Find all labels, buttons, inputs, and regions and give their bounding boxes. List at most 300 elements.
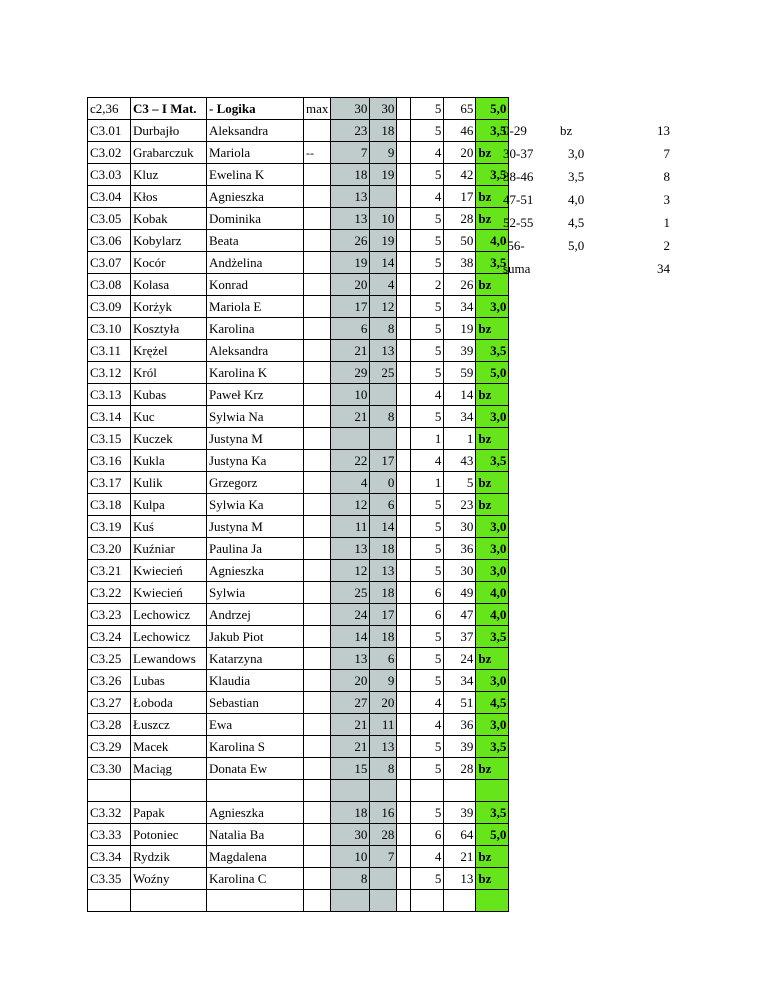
score-1-cell[interactable]: 18	[331, 164, 370, 186]
surname-cell[interactable]: Kuc	[131, 406, 207, 428]
total-cell[interactable]: 34	[444, 406, 476, 428]
student-code-cell[interactable]: C3.17	[88, 472, 131, 494]
gap-cell[interactable]	[397, 274, 411, 296]
first-name-cell[interactable]: Agnieszka	[207, 560, 304, 582]
first-name-cell[interactable]: Paulina Ja	[207, 538, 304, 560]
max-grade-cell[interactable]: 5,0	[476, 98, 509, 120]
surname-cell[interactable]: Durbajło	[131, 120, 207, 142]
grade-cell[interactable]: bz	[476, 274, 509, 296]
score-2-cell[interactable]: 18	[370, 582, 397, 604]
grade-cell[interactable]: bz	[476, 384, 509, 406]
title-subject-cell[interactable]: - Logika	[207, 98, 304, 120]
total-cell[interactable]: 21	[444, 846, 476, 868]
first-name-cell[interactable]	[207, 890, 304, 912]
score-2-cell[interactable]: 17	[370, 450, 397, 472]
score-1-cell[interactable]: 4	[331, 472, 370, 494]
summary-range-cell[interactable]: 0-29	[503, 122, 527, 138]
bonus-cell[interactable]: 1	[411, 428, 444, 450]
grade-cell[interactable]: 3,5	[476, 120, 509, 142]
student-code-cell[interactable]: C3.12	[88, 362, 131, 384]
bonus-cell[interactable]: 4	[411, 714, 444, 736]
note-cell[interactable]	[304, 186, 331, 208]
first-name-cell[interactable]: Ewelina K	[207, 164, 304, 186]
total-cell[interactable]: 46	[444, 120, 476, 142]
score-1-cell[interactable]	[331, 890, 370, 912]
gap-cell[interactable]	[397, 626, 411, 648]
surname-cell[interactable]: Kobak	[131, 208, 207, 230]
surname-cell[interactable]: Łuszcz	[131, 714, 207, 736]
score-1-cell[interactable]: 17	[331, 296, 370, 318]
surname-cell[interactable]: Macek	[131, 736, 207, 758]
student-code-cell[interactable]: C3.34	[88, 846, 131, 868]
note-cell[interactable]	[304, 296, 331, 318]
summary-count-cell[interactable]: 3	[663, 191, 670, 207]
gap-cell[interactable]	[397, 516, 411, 538]
student-code-cell[interactable]: C3.24	[88, 626, 131, 648]
score-2-cell[interactable]	[370, 428, 397, 450]
surname-cell[interactable]: Lewandows	[131, 648, 207, 670]
surname-cell[interactable]: Korżyk	[131, 296, 207, 318]
first-name-cell[interactable]: Donata Ew	[207, 758, 304, 780]
score-1-cell[interactable]: 29	[331, 362, 370, 384]
grade-cell[interactable]: bz	[476, 758, 509, 780]
first-name-cell[interactable]: Jakub Piot	[207, 626, 304, 648]
score-1-cell[interactable]: 15	[331, 758, 370, 780]
score-2-cell[interactable]	[370, 780, 397, 802]
surname-cell[interactable]: Lechowicz	[131, 604, 207, 626]
surname-cell[interactable]: Kocór	[131, 252, 207, 274]
score-2-cell[interactable]: 14	[370, 516, 397, 538]
student-code-cell[interactable]: C3.25	[88, 648, 131, 670]
title-group-cell[interactable]: C3 – I Mat.	[131, 98, 207, 120]
surname-cell[interactable]: Kolasa	[131, 274, 207, 296]
student-code-cell[interactable]: C3.13	[88, 384, 131, 406]
score-1-cell[interactable]	[331, 780, 370, 802]
note-cell[interactable]	[304, 516, 331, 538]
student-code-cell[interactable]: C3.03	[88, 164, 131, 186]
score-2-cell[interactable]	[370, 868, 397, 890]
score-2-cell[interactable]: 18	[370, 538, 397, 560]
student-code-cell[interactable]: C3.28	[88, 714, 131, 736]
gap-cell[interactable]	[397, 560, 411, 582]
student-code-cell[interactable]: C3.26	[88, 670, 131, 692]
score-2-cell[interactable]: 6	[370, 648, 397, 670]
gap-cell[interactable]	[397, 362, 411, 384]
note-cell[interactable]	[304, 230, 331, 252]
grade-cell[interactable]: 3,5	[476, 252, 509, 274]
gap-cell[interactable]	[397, 868, 411, 890]
gap-cell[interactable]	[397, 780, 411, 802]
note-cell[interactable]	[304, 714, 331, 736]
first-name-cell[interactable]: Agnieszka	[207, 802, 304, 824]
summary-count-cell[interactable]: 8	[663, 168, 670, 184]
total-cell[interactable]: 59	[444, 362, 476, 384]
gap-cell[interactable]	[397, 208, 411, 230]
gap-cell[interactable]	[397, 890, 411, 912]
score-2-cell[interactable]: 17	[370, 604, 397, 626]
first-name-cell[interactable]: Andrzej	[207, 604, 304, 626]
student-code-cell[interactable]	[88, 780, 131, 802]
bonus-cell[interactable]: 6	[411, 582, 444, 604]
bonus-cell[interactable]: 5	[411, 252, 444, 274]
grade-cell[interactable]: bz	[476, 428, 509, 450]
student-code-cell[interactable]: C3.04	[88, 186, 131, 208]
grade-cell[interactable]: 3,0	[476, 406, 509, 428]
score-2-cell[interactable]: 0	[370, 472, 397, 494]
grade-cell[interactable]: bz	[476, 318, 509, 340]
score-2-cell[interactable]: 8	[370, 758, 397, 780]
note-cell[interactable]	[304, 780, 331, 802]
note-cell[interactable]	[304, 252, 331, 274]
grade-cell[interactable]: bz	[476, 186, 509, 208]
note-cell[interactable]	[304, 406, 331, 428]
first-name-cell[interactable]: Justyna Ka	[207, 450, 304, 472]
summary-count-cell[interactable]: 34	[657, 260, 670, 276]
summary-grade-cell[interactable]: 3,5	[568, 168, 585, 184]
grade-cell[interactable]: 3,0	[476, 296, 509, 318]
bonus-cell[interactable]: 5	[411, 648, 444, 670]
score-1-cell[interactable]: 23	[331, 120, 370, 142]
student-code-cell[interactable]: C3.29	[88, 736, 131, 758]
student-code-cell[interactable]: C3.10	[88, 318, 131, 340]
bonus-cell[interactable]: 4	[411, 846, 444, 868]
max-label-cell[interactable]: max	[304, 98, 331, 120]
gap-cell[interactable]	[397, 582, 411, 604]
gap-cell[interactable]	[397, 670, 411, 692]
score-1-cell[interactable]: 14	[331, 626, 370, 648]
grade-cell[interactable]: bz	[476, 846, 509, 868]
surname-cell[interactable]: Kulik	[131, 472, 207, 494]
score-2-cell[interactable]: 9	[370, 670, 397, 692]
bonus-cell[interactable]: 5	[411, 208, 444, 230]
score-1-cell[interactable]: 10	[331, 846, 370, 868]
first-name-cell[interactable]: Aleksandra	[207, 120, 304, 142]
student-code-cell[interactable]: C3.27	[88, 692, 131, 714]
score-1-cell[interactable]: 21	[331, 736, 370, 758]
bonus-cell[interactable]: 5	[411, 406, 444, 428]
note-cell[interactable]	[304, 758, 331, 780]
bonus-cell[interactable]: 5	[411, 340, 444, 362]
summary-grade-cell[interactable]: 4,0	[568, 191, 585, 207]
bonus-cell[interactable]: 5	[411, 802, 444, 824]
bonus-cell[interactable]: 5	[411, 560, 444, 582]
score-1-cell[interactable]: 27	[331, 692, 370, 714]
total-cell[interactable]: 39	[444, 340, 476, 362]
note-cell[interactable]	[304, 340, 331, 362]
score-1-cell[interactable]: 19	[331, 252, 370, 274]
bonus-cell[interactable]: 5	[411, 296, 444, 318]
summary-range-cell[interactable]: 30-37	[503, 145, 534, 161]
score-1-cell[interactable]: 13	[331, 648, 370, 670]
score-1-cell[interactable]: 12	[331, 494, 370, 516]
score-1-cell[interactable]: 21	[331, 714, 370, 736]
student-code-cell[interactable]: C3.33	[88, 824, 131, 846]
gap-cell[interactable]	[397, 538, 411, 560]
total-cell[interactable]: 36	[444, 714, 476, 736]
score-1-cell[interactable]: 12	[331, 560, 370, 582]
grade-cell[interactable]: 4,5	[476, 692, 509, 714]
student-code-cell[interactable]: C3.05	[88, 208, 131, 230]
bonus-cell[interactable]: 5	[411, 538, 444, 560]
max-sum-cell[interactable]: 65	[444, 98, 476, 120]
score-2-cell[interactable]: 8	[370, 318, 397, 340]
first-name-cell[interactable]: Karolina	[207, 318, 304, 340]
surname-cell[interactable]	[131, 890, 207, 912]
grade-cell[interactable]: 3,5	[476, 802, 509, 824]
score-1-cell[interactable]: 22	[331, 450, 370, 472]
note-cell[interactable]	[304, 208, 331, 230]
bonus-cell[interactable]: 5	[411, 516, 444, 538]
score-2-cell[interactable]: 12	[370, 296, 397, 318]
grade-cell[interactable]: 3,5	[476, 626, 509, 648]
gap-cell[interactable]	[397, 758, 411, 780]
first-name-cell[interactable]: Mariola	[207, 142, 304, 164]
total-cell[interactable]: 19	[444, 318, 476, 340]
bonus-cell[interactable]: 4	[411, 142, 444, 164]
first-name-cell[interactable]: Dominika	[207, 208, 304, 230]
first-name-cell[interactable]: Sylwia Ka	[207, 494, 304, 516]
surname-cell[interactable]: Kłos	[131, 186, 207, 208]
gap-cell[interactable]	[397, 846, 411, 868]
student-code-cell[interactable]: C3.35	[88, 868, 131, 890]
gap-cell[interactable]	[397, 98, 411, 120]
gap-cell[interactable]	[397, 648, 411, 670]
grade-cell[interactable]: 4,0	[476, 604, 509, 626]
note-cell[interactable]	[304, 604, 331, 626]
score-2-cell[interactable]: 25	[370, 362, 397, 384]
note-cell[interactable]	[304, 428, 331, 450]
gap-cell[interactable]	[397, 604, 411, 626]
grade-cell[interactable]: 5,0	[476, 362, 509, 384]
surname-cell[interactable]: Potoniec	[131, 824, 207, 846]
summary-grade-cell[interactable]: bz	[560, 122, 573, 138]
score-1-cell[interactable]: 20	[331, 670, 370, 692]
total-cell[interactable]: 49	[444, 582, 476, 604]
score-2-cell[interactable]	[370, 890, 397, 912]
total-cell[interactable]: 50	[444, 230, 476, 252]
total-cell[interactable]: 51	[444, 692, 476, 714]
grade-cell[interactable]	[476, 780, 509, 802]
summary-grade-cell[interactable]: 3,0	[568, 145, 585, 161]
surname-cell[interactable]: Rydzik	[131, 846, 207, 868]
score-1-cell[interactable]: 20	[331, 274, 370, 296]
gap-cell[interactable]	[397, 736, 411, 758]
score-2-cell[interactable]: 28	[370, 824, 397, 846]
score-2-cell[interactable]: 18	[370, 626, 397, 648]
score-1-cell[interactable]: 30	[331, 824, 370, 846]
note-cell[interactable]	[304, 890, 331, 912]
surname-cell[interactable]: Kosztyła	[131, 318, 207, 340]
student-code-cell[interactable]	[88, 890, 131, 912]
total-cell[interactable]: 36	[444, 538, 476, 560]
score-1-cell[interactable]: 13	[331, 538, 370, 560]
grade-cell[interactable]: bz	[476, 648, 509, 670]
gap-cell[interactable]	[397, 472, 411, 494]
bonus-cell[interactable]: 6	[411, 604, 444, 626]
bonus-cell[interactable]: 5	[411, 230, 444, 252]
summary-grade-cell[interactable]: 5,0	[568, 237, 585, 253]
bonus-cell[interactable]: 1	[411, 472, 444, 494]
note-cell[interactable]	[304, 846, 331, 868]
first-name-cell[interactable]: Ewa	[207, 714, 304, 736]
first-name-cell[interactable]: Paweł Krz	[207, 384, 304, 406]
score-1-cell[interactable]: 10	[331, 384, 370, 406]
grade-cell[interactable]: bz	[476, 142, 509, 164]
summary-count-cell[interactable]: 1	[663, 214, 670, 230]
first-name-cell[interactable]: Grzegorz	[207, 472, 304, 494]
surname-cell[interactable]: Kulpa	[131, 494, 207, 516]
gap-cell[interactable]	[397, 142, 411, 164]
first-name-cell[interactable]: Klaudia	[207, 670, 304, 692]
score-2-cell[interactable]: 6	[370, 494, 397, 516]
note-cell[interactable]	[304, 450, 331, 472]
surname-cell[interactable]	[131, 780, 207, 802]
grade-cell[interactable]: 4,0	[476, 230, 509, 252]
bonus-cell[interactable]	[411, 780, 444, 802]
student-code-cell[interactable]: C3.02	[88, 142, 131, 164]
gap-cell[interactable]	[397, 802, 411, 824]
score-2-cell[interactable]: 13	[370, 736, 397, 758]
max-bonus-cell[interactable]: 5	[411, 98, 444, 120]
gap-cell[interactable]	[397, 186, 411, 208]
grade-cell[interactable]: 3,0	[476, 714, 509, 736]
bonus-cell[interactable]: 5	[411, 164, 444, 186]
bonus-cell[interactable]: 6	[411, 824, 444, 846]
score-2-cell[interactable]: 13	[370, 560, 397, 582]
score-2-cell[interactable]: 10	[370, 208, 397, 230]
summary-range-cell[interactable]: 38-46	[503, 168, 534, 184]
surname-cell[interactable]: Papak	[131, 802, 207, 824]
score-2-cell[interactable]: 9	[370, 142, 397, 164]
note-cell[interactable]	[304, 736, 331, 758]
score-2-cell[interactable]: 18	[370, 120, 397, 142]
note-cell[interactable]	[304, 538, 331, 560]
total-cell[interactable]	[444, 890, 476, 912]
score-2-cell[interactable]: 20	[370, 692, 397, 714]
surname-cell[interactable]: Kukla	[131, 450, 207, 472]
bonus-cell[interactable]: 4	[411, 186, 444, 208]
score-2-cell[interactable]: 7	[370, 846, 397, 868]
total-cell[interactable]: 37	[444, 626, 476, 648]
first-name-cell[interactable]: Mariola E	[207, 296, 304, 318]
grade-cell[interactable]: 5,0	[476, 824, 509, 846]
score-2-cell[interactable]	[370, 384, 397, 406]
grade-cell[interactable]	[476, 890, 509, 912]
note-cell[interactable]	[304, 274, 331, 296]
note-cell[interactable]	[304, 670, 331, 692]
total-cell[interactable]: 39	[444, 736, 476, 758]
total-cell[interactable]: 13	[444, 868, 476, 890]
bonus-cell[interactable]: 4	[411, 692, 444, 714]
gap-cell[interactable]	[397, 120, 411, 142]
summary-range-cell[interactable]: suma	[503, 260, 531, 276]
note-cell[interactable]	[304, 362, 331, 384]
score-2-cell[interactable]: 14	[370, 252, 397, 274]
score-2-cell[interactable]: 8	[370, 406, 397, 428]
first-name-cell[interactable]: Sylwia	[207, 582, 304, 604]
first-name-cell[interactable]: Andżelina	[207, 252, 304, 274]
first-name-cell[interactable]: Sebastian	[207, 692, 304, 714]
surname-cell[interactable]: Grabarczuk	[131, 142, 207, 164]
note-cell[interactable]	[304, 560, 331, 582]
bonus-cell[interactable]: 5	[411, 318, 444, 340]
summary-count-cell[interactable]: 13	[657, 122, 670, 138]
score-1-cell[interactable]: 8	[331, 868, 370, 890]
total-cell[interactable]: 1	[444, 428, 476, 450]
student-code-cell[interactable]: C3.15	[88, 428, 131, 450]
total-cell[interactable]: 14	[444, 384, 476, 406]
surname-cell[interactable]: Kwiecień	[131, 582, 207, 604]
bonus-cell[interactable]: 4	[411, 384, 444, 406]
gap-cell[interactable]	[397, 494, 411, 516]
first-name-cell[interactable]: Karolina K	[207, 362, 304, 384]
score-1-cell[interactable]: 24	[331, 604, 370, 626]
first-name-cell[interactable]: Karolina S	[207, 736, 304, 758]
total-cell[interactable]: 26	[444, 274, 476, 296]
grade-cell[interactable]: 3,5	[476, 340, 509, 362]
student-code-cell[interactable]: C3.19	[88, 516, 131, 538]
score-1-cell[interactable]: 6	[331, 318, 370, 340]
grade-cell[interactable]: bz	[476, 208, 509, 230]
grade-cell[interactable]: 3,0	[476, 560, 509, 582]
score-1-cell[interactable]: 26	[331, 230, 370, 252]
summary-range-cell[interactable]: 47-51	[503, 191, 534, 207]
student-code-cell[interactable]: C3.22	[88, 582, 131, 604]
gap-cell[interactable]	[397, 230, 411, 252]
score-2-cell[interactable]: 11	[370, 714, 397, 736]
bonus-cell[interactable]: 5	[411, 626, 444, 648]
score-1-cell[interactable]: 21	[331, 406, 370, 428]
grade-cell[interactable]: 3,0	[476, 516, 509, 538]
first-name-cell[interactable]: Agnieszka	[207, 186, 304, 208]
total-cell[interactable]: 64	[444, 824, 476, 846]
note-cell[interactable]	[304, 120, 331, 142]
note-cell[interactable]	[304, 824, 331, 846]
first-name-cell[interactable]: Beata	[207, 230, 304, 252]
grade-cell[interactable]: bz	[476, 868, 509, 890]
student-code-cell[interactable]: C3.20	[88, 538, 131, 560]
first-name-cell[interactable]: Natalia Ba	[207, 824, 304, 846]
total-cell[interactable]: 5	[444, 472, 476, 494]
gap-cell[interactable]	[397, 318, 411, 340]
total-cell[interactable]: 28	[444, 208, 476, 230]
surname-cell[interactable]: Lechowicz	[131, 626, 207, 648]
note-cell[interactable]	[304, 472, 331, 494]
gap-cell[interactable]	[397, 450, 411, 472]
surname-cell[interactable]: Woźny	[131, 868, 207, 890]
bonus-cell[interactable]: 5	[411, 736, 444, 758]
gap-cell[interactable]	[397, 340, 411, 362]
total-cell[interactable]: 34	[444, 296, 476, 318]
grade-cell[interactable]: 4,0	[476, 582, 509, 604]
summary-range-cell[interactable]: 52-55	[503, 214, 534, 230]
student-code-cell[interactable]: C3.08	[88, 274, 131, 296]
surname-cell[interactable]: Kluz	[131, 164, 207, 186]
total-cell[interactable]: 20	[444, 142, 476, 164]
bonus-cell[interactable]: 5	[411, 758, 444, 780]
gap-cell[interactable]	[397, 296, 411, 318]
student-code-cell[interactable]: C3.07	[88, 252, 131, 274]
total-cell[interactable]: 42	[444, 164, 476, 186]
grade-cell[interactable]: 3,0	[476, 670, 509, 692]
student-code-cell[interactable]: C3.30	[88, 758, 131, 780]
bonus-cell[interactable]: 2	[411, 274, 444, 296]
gap-cell[interactable]	[397, 406, 411, 428]
grade-cell[interactable]: 3,5	[476, 736, 509, 758]
grade-cell[interactable]: 3,0	[476, 538, 509, 560]
note-cell[interactable]	[304, 164, 331, 186]
score-1-cell[interactable]: 11	[331, 516, 370, 538]
